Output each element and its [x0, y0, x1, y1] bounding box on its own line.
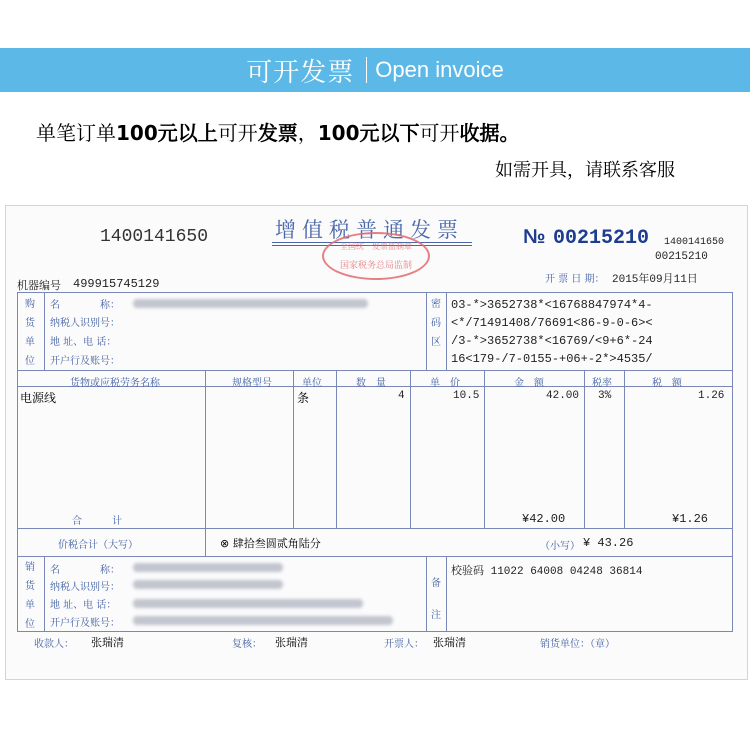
- grid-line: [446, 292, 447, 370]
- grid-line: [426, 556, 427, 632]
- payee-name: 张瑞清: [91, 636, 124, 649]
- grand-total-label: 价税合计（大写）: [58, 540, 138, 551]
- buyer-address-label: 地 址、电 话：: [50, 337, 117, 348]
- remark-side-label: 备 注: [431, 578, 441, 621]
- grid-line: [293, 370, 294, 528]
- invoice-code-small: 1400141650: [664, 237, 725, 248]
- notice-emphasis: 发票: [257, 121, 298, 145]
- buyer-tax-label: 纳税人识别号：: [50, 318, 120, 329]
- notice-text: 单笔订单: [36, 121, 116, 145]
- contact-note: 如需开具，请联系客服: [495, 160, 675, 181]
- seller-seal-label: 销货单位：（章）: [540, 639, 615, 650]
- notice-text: ，: [297, 121, 318, 145]
- banner-title-en: Open invoice: [375, 57, 504, 82]
- col-item: 货物或应税劳务名称: [70, 378, 160, 389]
- invoice-number: 00215210: [553, 227, 650, 250]
- seller-address-label: 地 址、电 话：: [50, 600, 117, 611]
- row-qty: 4: [398, 390, 405, 402]
- col-amount: 金 额: [514, 378, 544, 389]
- redacted-seller-address: [133, 599, 363, 608]
- seller-tax-label: 纳税人识别号：: [50, 582, 120, 593]
- machine-number: 499915745129: [73, 277, 160, 291]
- invoice-title: 增值税普通发票: [275, 218, 464, 242]
- buyer-name-label: 名 称：: [50, 300, 120, 311]
- seller-side-label: 销 货 单 位: [25, 562, 35, 630]
- official-seal: [322, 232, 430, 280]
- invoice-code: 1400141650: [100, 227, 209, 247]
- row-rate: 3%: [598, 390, 612, 402]
- col-rate: 税率: [592, 378, 612, 389]
- grid-line: [624, 370, 625, 528]
- cipher-line: <*/71491408/76691<86-9-0-6><: [451, 316, 653, 330]
- col-unit: 单位: [302, 378, 322, 389]
- row-amount: 42.00: [546, 390, 580, 402]
- redacted-seller-tax: [133, 580, 283, 589]
- remark-text: 校验码 11022 64008 04248 36814: [451, 566, 643, 578]
- total-amount: ¥42.00: [522, 512, 566, 526]
- header-banner: [0, 48, 750, 92]
- grid-line: [17, 528, 733, 529]
- seal-text: 全国统一发票监制章: [340, 242, 412, 251]
- grand-total-upper: ⊗ 肆拾叁圆贰角陆分: [220, 537, 321, 550]
- col-spec: 规格型号: [232, 378, 272, 389]
- redacted-buyer-name: [133, 299, 368, 308]
- seal-text: 国家税务总局监制: [339, 261, 412, 271]
- cipher-side-label: 密 码 区: [431, 299, 441, 348]
- invoice-notice: [36, 117, 520, 146]
- grid-line: [426, 292, 427, 370]
- machine-label: 机器编号: [17, 279, 61, 292]
- banner-title-cn: 可开发票: [246, 57, 355, 88]
- grid-line: [17, 370, 733, 371]
- col-price: 单 价: [430, 378, 460, 389]
- notice-text: 可开: [217, 121, 258, 145]
- grid-line: [336, 370, 337, 528]
- grid-line: [584, 370, 585, 528]
- col-tax: 税 额: [652, 378, 682, 389]
- notice-emphasis: 100元以下: [317, 121, 420, 145]
- buyer-side-label: 购 货 单 位: [25, 299, 35, 367]
- grid-line: [205, 370, 206, 528]
- cipher-line: 16<179-/7-0155-+06+-2*>4535/: [451, 352, 653, 366]
- payee-label: 收款人：: [34, 639, 74, 650]
- notice-text: 可开: [419, 121, 460, 145]
- grid-line: [205, 528, 206, 556]
- row-item: 电源线: [20, 391, 57, 405]
- buyer-bank-label: 开户行及账号：: [50, 356, 120, 367]
- row-price: 10.5: [453, 390, 480, 402]
- invoice-date: 2015年09月11日: [612, 274, 698, 286]
- grid-line: [446, 556, 447, 632]
- seller-bank-label: 开户行及账号：: [50, 618, 120, 629]
- cipher-line: 03-*>3652738*<16768847974*4-: [451, 298, 653, 312]
- redacted-seller-bank: [133, 616, 393, 625]
- row-tax: 1.26: [698, 390, 725, 402]
- drawer-label: 开票人：: [384, 639, 424, 650]
- total-tax: ¥1.26: [672, 512, 709, 526]
- notice-emphasis: 100元以上: [116, 121, 218, 145]
- grand-small-label: （小写）: [540, 541, 580, 552]
- grid-line: [410, 370, 411, 528]
- notice-emphasis: 收据。: [459, 121, 520, 145]
- col-qty: 数 量: [356, 378, 386, 389]
- total-label: 合 计: [72, 516, 122, 527]
- reviewer-name: 张瑞清: [275, 636, 308, 649]
- grid-line: [44, 292, 45, 370]
- date-label: 开 票 日 期：: [545, 274, 605, 285]
- grid-line: [484, 370, 485, 528]
- reviewer-label: 复核：: [232, 639, 262, 650]
- grid-line: [44, 556, 45, 632]
- grand-total-small: ¥ 43.26: [583, 536, 634, 550]
- grid-line: [17, 556, 733, 557]
- row-unit: 条: [297, 391, 310, 405]
- cipher-line: /3-*>3652738*<16769/<9+6*-24: [451, 334, 653, 348]
- invoice-number-small: 00215210: [655, 251, 708, 263]
- number-sign: №: [523, 226, 546, 248]
- banner-divider: [366, 57, 367, 83]
- redacted-seller-name: [133, 563, 283, 572]
- drawer-name: 张瑞清: [433, 636, 466, 649]
- seller-name-label: 名 称：: [50, 565, 120, 576]
